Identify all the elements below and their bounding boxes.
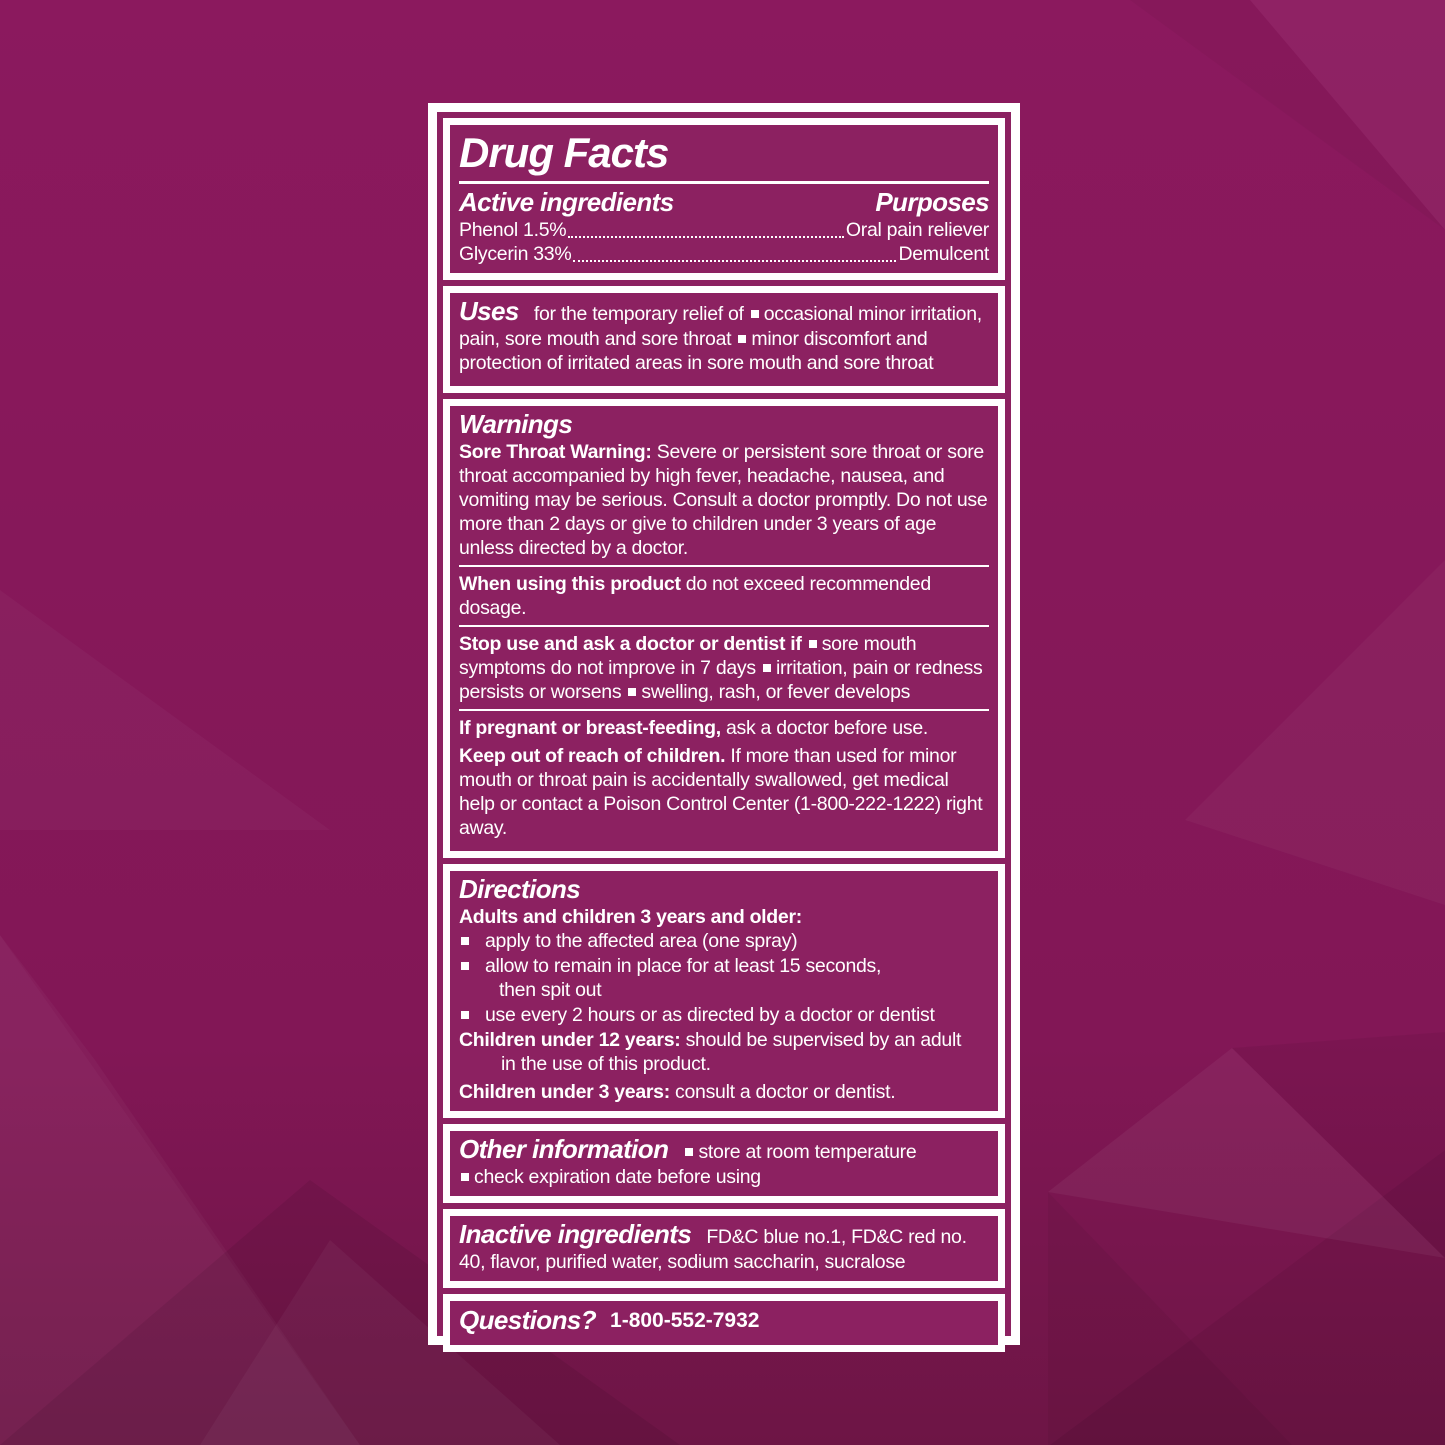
when-using-label: When using this product [459, 573, 681, 595]
sore-throat-warning [459, 440, 989, 560]
uses-paragraph [459, 296, 989, 375]
warnings-divider [459, 625, 989, 627]
directions-item-text: use every 2 hours or as directed by a doctor or dentist [485, 1004, 935, 1026]
children-under-3-text: consult a doctor or dentist. [675, 1081, 896, 1103]
uses-heading: Uses [459, 296, 519, 326]
section-active-ingredients [443, 118, 1005, 280]
directions-heading: Directions [459, 874, 581, 904]
inactive-ingredients-text: FD&C blue no.1, FD&C red no. 40, flavor, purified water, sodium saccharin, sucralose [459, 1226, 967, 1273]
children-under-12-label: Children under 12 years: [459, 1029, 681, 1051]
title-rule [459, 181, 989, 184]
directions-adults-label [459, 905, 989, 929]
panel-title: Drug Facts [459, 129, 669, 176]
sore-throat-warning-label: Sore Throat Warning: [459, 441, 652, 463]
stop-use-label: Stop use and ask a doctor or dentist if [459, 633, 802, 655]
ingredient-purpose: Demulcent [898, 243, 989, 265]
children-under-12-paragraph [459, 1028, 989, 1076]
directions-item [459, 1003, 989, 1027]
ingredient-row [459, 218, 989, 242]
other-information-heading: Other information [459, 1134, 669, 1164]
bullet-square-icon [685, 1148, 693, 1156]
keep-out-text: If more than used for minor mouth or throat pain is accidentally swallowed, get medical help or contact a Poison Control Center (1-800-222-1222) right away. [459, 745, 983, 839]
stop-use-item: irritation, pain or redness persists or worsens [459, 657, 983, 703]
ingredient-name: Glycerin 33% [459, 243, 572, 265]
pregnant-label: If pregnant or breast-feeding, [459, 717, 721, 739]
inactive-ingredients-paragraph [459, 1219, 989, 1274]
questions-row [459, 1305, 989, 1336]
section-inactive-ingredients [443, 1209, 1005, 1288]
directions-item [459, 929, 989, 953]
when-using-text: do not exceed recommended dosage. [459, 573, 931, 619]
bullet-square-icon [461, 962, 469, 970]
section-questions [443, 1294, 1005, 1352]
ingredient-name: Phenol 1.5% [459, 219, 567, 241]
uses-intro: for the temporary relief of [533, 303, 744, 325]
children-under-3-paragraph [459, 1080, 989, 1104]
warnings-divider [459, 709, 989, 711]
bullet-square-icon [461, 1173, 469, 1181]
other-information-line [459, 1134, 989, 1165]
directions-item-text: allow to remain in place for at least 15 seconds, [485, 955, 882, 977]
bullet-square-icon [763, 664, 771, 672]
questions-phone-number: 1-800-552-7932 [610, 1308, 760, 1332]
ingredients-header-row [459, 187, 989, 218]
children-under-12-text: should be supervised by an adult [685, 1029, 962, 1051]
keep-out-paragraph [459, 744, 989, 840]
bullet-square-icon [461, 1011, 469, 1019]
section-warnings [443, 399, 1005, 858]
bullet-square-icon [751, 310, 759, 318]
bullet-square-icon [809, 640, 817, 648]
stop-use-item: sore mouth symptoms do not improve in 7 days [459, 633, 917, 679]
section-directions [443, 864, 1005, 1118]
inactive-ingredients-heading: Inactive ingredients [459, 1219, 692, 1249]
directions-item-continuation: then spit out [499, 979, 602, 1001]
pregnant-text: ask a doctor before use. [725, 717, 928, 739]
active-ingredients-heading: Active ingredients [459, 187, 674, 217]
uses-item: occasional minor irritation, pain, sore mouth and sore throat [459, 303, 982, 350]
keep-out-label: Keep out of reach of children. [459, 745, 726, 767]
dot-leader [568, 236, 844, 238]
dot-leader [573, 260, 896, 262]
bullet-square-icon [461, 937, 469, 945]
section-other-information [443, 1124, 1005, 1203]
children-under-12-continuation: in the use of this product. [501, 1053, 711, 1075]
children-under-3-label: Children under 3 years: [459, 1081, 670, 1103]
sore-throat-warning-text: Severe or persistent sore throat or sore throat accompanied by high fever, headache, nausea, and vomiting may be serious. Consult a doctor promptly. Do not use more than 2 days or give to children under 3 years of age unless directed by a doctor. [459, 441, 988, 559]
directions-item [459, 954, 989, 1002]
when-using-paragraph [459, 572, 989, 620]
other-information-line [459, 1165, 989, 1189]
uses-item: minor discomfort and protection of irritated areas in sore mouth and sore throat [459, 328, 934, 374]
bullet-square-icon [628, 688, 636, 696]
questions-heading: Questions? [459, 1305, 597, 1335]
stop-use-item: swelling, rash, or fever develops [641, 681, 911, 703]
section-uses [443, 286, 1005, 393]
pregnant-paragraph [459, 716, 989, 740]
warnings-divider [459, 565, 989, 567]
purposes-heading: Purposes [875, 187, 989, 217]
adults-label-text: Adults and children 3 years and older: [459, 906, 802, 928]
bullet-square-icon [738, 335, 746, 343]
other-information-item: store at room temperature [698, 1141, 917, 1163]
ingredient-row [459, 242, 989, 266]
other-information-item: check expiration date before using [474, 1166, 761, 1188]
stop-use-paragraph [459, 632, 989, 704]
drug-facts-panel [428, 103, 1020, 1345]
directions-item-text: apply to the affected area (one spray) [485, 930, 798, 952]
ingredient-purpose: Oral pain reliever [845, 219, 989, 241]
warnings-heading: Warnings [459, 409, 573, 439]
